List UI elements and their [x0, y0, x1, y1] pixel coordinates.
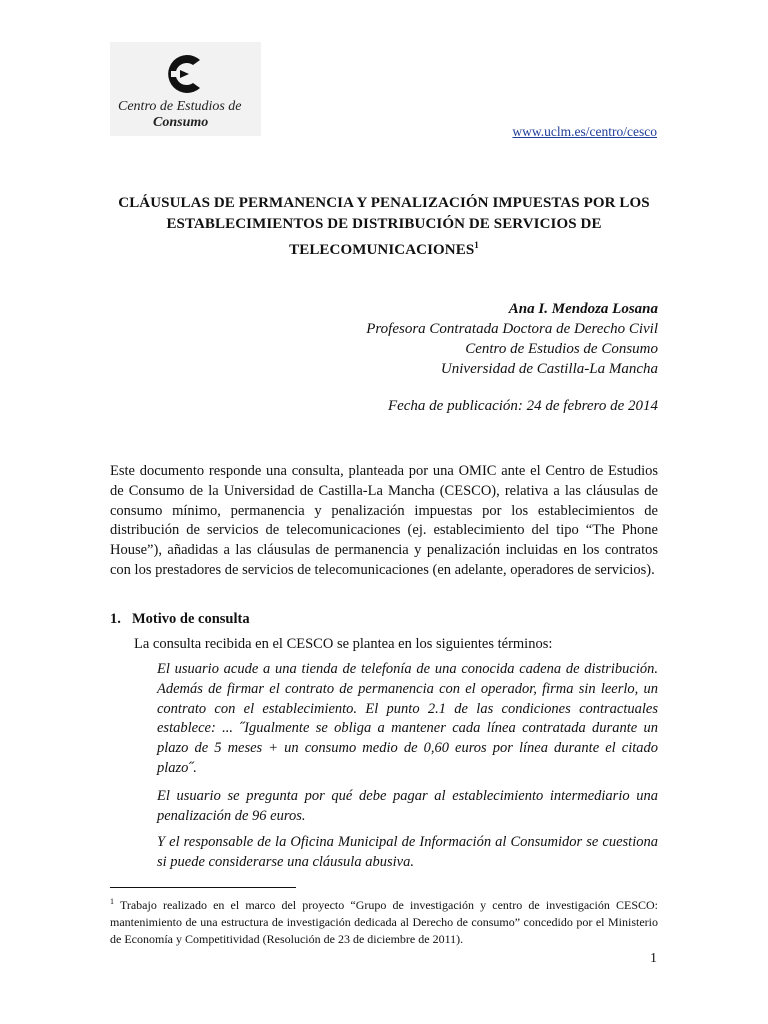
intro-paragraph: Este documento responde una consulta, planteada por una OMIC ante el Centro de Estudios de Consumo de la Universidad de Castilla-La Mancha (CESCO), relativa a las cláusulas de consumo mínimo, permanencia y penalización impuestas por los establecimientos de distribución de servicios de telecomunicaciones (ej. establecimiento del tipo “The Phone House”), añadidas a las cláusulas de permanencia y penalización incluidas en los contratos con los prestadores de servicios de telecomunicaciones (en adelante, operadores de servicios).: [110, 463, 658, 578]
footnote: [110, 893, 658, 948]
cesco-logo: [110, 42, 261, 136]
logo-text-line1: Centro de Estudios de: [118, 99, 242, 114]
author-name: Ana I. Mendoza Losana: [508, 301, 658, 317]
quote-paragraph-3: Y el responsable de la Oficina Municipal de Información al Consumidor se cuestiona si puede considerarse una cláusula abusiva.: [157, 834, 658, 870]
publication-date: Fecha de publicación: 24 de febrero de 2014: [387, 398, 658, 414]
author-block: [366, 299, 658, 379]
cesco-logo-icon: [160, 50, 208, 98]
footnote-number: 1: [110, 897, 114, 906]
author-university: Universidad de Castilla-La Mancha: [440, 361, 658, 377]
logo-text-line2: Consumo: [153, 115, 209, 130]
website-link[interactable]: www.uclm.es/centro/cesco: [512, 124, 657, 139]
footnote-text: Trabajo realizado en el marco del proyecto “Grupo de investigación y centro de investigación CESCO: mantenimiento de una estructura de investigación dedicada al Derecho de consumo” concedido por el Ministerio de Economía y Competitividad (Resolución de 23 de diciembre de 2011).: [110, 898, 658, 946]
footnote-divider: [110, 887, 296, 888]
page-number: 1: [650, 951, 657, 966]
section-number: 1.: [110, 611, 121, 627]
section-intro: La consulta recibida en el CESCO se plantea en los siguientes términos:: [134, 636, 553, 652]
quote-paragraph-2: El usuario se pregunta por qué debe pagar al establecimiento intermediario una penalización de 96 euros.: [157, 788, 658, 824]
title-footnote-ref[interactable]: 1: [474, 240, 479, 250]
document-title: [100, 193, 668, 261]
section-title: Motivo de consulta: [132, 611, 250, 627]
author-center: Centro de Estudios de Consumo: [465, 341, 658, 357]
quote-paragraph-1: El usuario acude a una tienda de telefonía de una conocida cadena de distribución. Además de firmar el contrato de permanencia con el operador, firma sin leerlo, un contrato con el establecimiento. El punto 2.1 de las condiciones contractuales establece: ... ˝Igualmente se obliga a mantener cada línea contratada durante un plazo de 5 meses + un consumo medio de 0,60 euros por línea durante el citado plazo˝.: [157, 661, 658, 776]
author-position: Profesora Contratada Doctora de Derecho Civil: [366, 321, 658, 337]
title-text: CLÁUSULAS DE PERMANENCIA Y PENALIZACIÓN IMPUESTAS POR LOS ESTABLECIMIENTOS DE DISTRIBUCIÓN DE SERVICIOS DE TELECOMUNICACIONES: [118, 195, 650, 258]
section-heading: [110, 611, 250, 628]
